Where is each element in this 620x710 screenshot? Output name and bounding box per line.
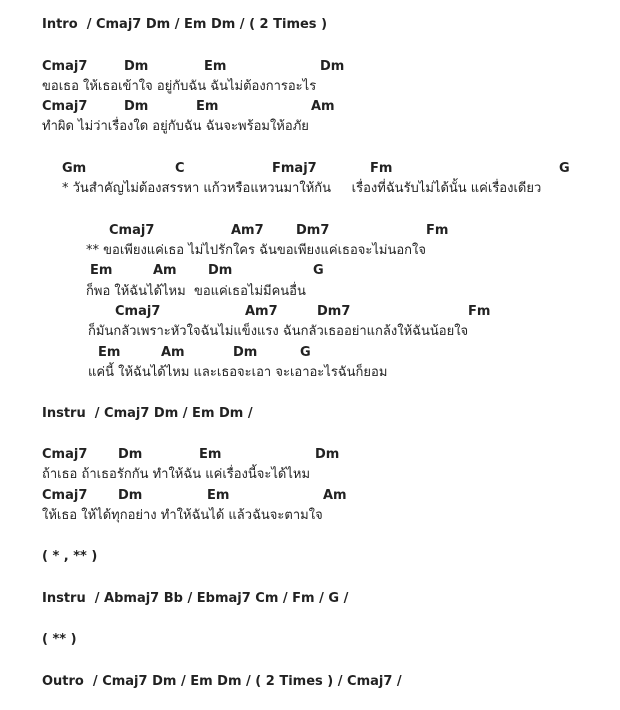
lyric-line: ** ขอเพียงแค่เธอ ไม่ไปรักใคร ฉันขอเพียงแค่เธอจะไม่นอกใจ (86, 243, 427, 258)
chord: Fm (468, 304, 491, 319)
lyric-line: ทำผิด ไม่ว่าเรื่องใด อยู่กับฉัน ฉันจะพร้อมให้อภัย (42, 119, 309, 134)
chord: Cmaj7 (42, 447, 88, 462)
chord: Dm (233, 345, 258, 360)
chord: Dm (124, 59, 149, 74)
chord: Am (153, 263, 177, 278)
chord: Am7 (245, 304, 278, 319)
chord: Am (161, 345, 185, 360)
lyric-line: แค่นี้ ให้ฉันได้ไหม และเธอจะเอา จะเอาอะไรฉันก็ยอม (88, 365, 388, 380)
chord: C (175, 161, 185, 176)
repeat-line: ( ** ) (42, 632, 77, 647)
chord: Cmaj7 (42, 59, 88, 74)
chord: G (300, 345, 311, 360)
chord: Em (90, 263, 113, 278)
lyric-line: ให้เธอ ให้ได้ทุกอย่าง ทำให้ฉันได้ แล้วฉันจะตามใจ (42, 508, 323, 523)
chord: Am7 (231, 223, 264, 238)
chord: Dm (124, 99, 149, 114)
chord: Gm (62, 161, 87, 176)
instru-line: Instru / Cmaj7 Dm / Em Dm / (42, 406, 253, 421)
chord: Fm (426, 223, 449, 238)
chord: Dm7 (317, 304, 351, 319)
chord: Am (323, 488, 347, 503)
chord: Cmaj7 (115, 304, 161, 319)
lyric-line: * วันสำคัญไม่ต้องสรรหา แก้วหรือแหวนมาให้กัน เรื่องที่ฉันรับไม่ได้นั้น แค่เรื่องเดียว (62, 181, 542, 196)
outro-line: Outro / Cmaj7 Dm / Em Dm / ( 2 Times ) / Cmaj7 / (42, 674, 402, 689)
chord: Em (98, 345, 121, 360)
chord: G (559, 161, 570, 176)
lyric-line: ถ้าเธอ ถ้าเธอรักกัน ทำให้ฉัน แค่เรื่องนี้จะได้ไหม (42, 467, 311, 482)
lyric-line: ขอเธอ ให้เธอเข้าใจ อยู่กับฉัน ฉันไม่ต้องการอะไร (42, 79, 317, 94)
repeat-line: ( * , ** ) (42, 549, 98, 564)
chord: Cmaj7 (109, 223, 155, 238)
chord: Em (196, 99, 219, 114)
chord: Dm (118, 447, 143, 462)
chord: Dm (315, 447, 340, 462)
chord: Dm (320, 59, 345, 74)
lyric-line: ก็มันกลัวเพราะหัวใจฉันไม่แข็งแรง ฉันกลัวเธออย่าแกล้งให้ฉันน้อยใจ (88, 324, 469, 339)
chord: Em (207, 488, 230, 503)
chord: Dm (208, 263, 233, 278)
chord: Fm (370, 161, 393, 176)
instru-line: Instru / Abmaj7 Bb / Ebmaj7 Cm / Fm / G / (42, 591, 349, 606)
chord: Am (311, 99, 335, 114)
chord: Dm (118, 488, 143, 503)
chord: Cmaj7 (42, 488, 88, 503)
chord: Dm7 (296, 223, 330, 238)
lyric-line: ก็พอ ให้ฉันได้ไหม ขอแค่เธอไม่มีคนอื่น (86, 284, 306, 299)
chord: G (313, 263, 324, 278)
chord: Cmaj7 (42, 99, 88, 114)
chord: Em (199, 447, 222, 462)
chord: Em (204, 59, 227, 74)
intro-line: Intro / Cmaj7 Dm / Em Dm / ( 2 Times ) (42, 17, 328, 32)
chord: Fmaj7 (272, 161, 317, 176)
